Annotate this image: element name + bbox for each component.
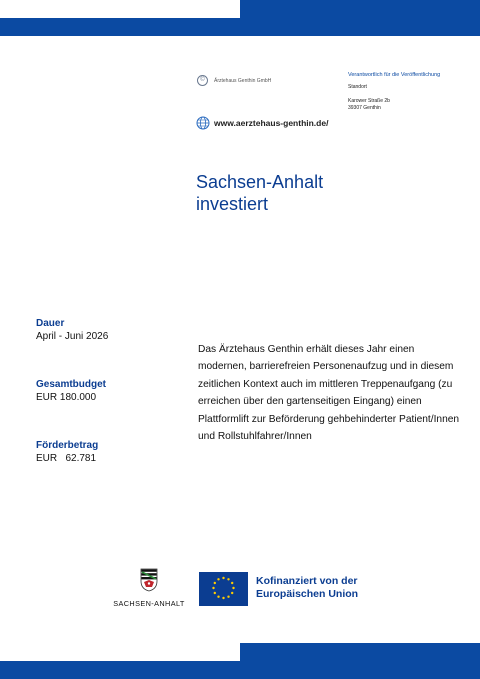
copyright-owner: Ärztehaus Genthin GmbH — [214, 77, 272, 84]
website-link[interactable]: www.aerztehaus-genthin.de/ — [214, 118, 329, 128]
field-total-budget — [36, 379, 186, 403]
project-description: Das Ärztehaus Genthin erhält dieses Jahr einen modernen, barrierefreien Personenaufzug und in diesem zeitlichen Kontext auch im mittleren Treppenaufgang (zu erreichen über den gartenseitigen Eingang) einen Plattformlift zur Beförderung gehbehinderter Patient/Innen und Rollstuhlfahrer/Innen — [198, 344, 460, 443]
copyright-row — [197, 75, 271, 86]
responsible-heading: Verantwortlich für die Veröffentlichung — [348, 72, 441, 78]
address-street: Karower Straße 2b — [348, 98, 390, 104]
responsible-block — [348, 72, 468, 112]
copyright-icon: © — [197, 75, 208, 86]
field-label: Gesamtbudget — [36, 379, 107, 390]
field-value: EUR 62.781 — [36, 453, 97, 464]
title-line-2: investiert — [196, 194, 269, 214]
field-value: EUR 180.000 — [36, 392, 97, 403]
page-title — [196, 171, 323, 215]
eu-cofinanced-text — [256, 575, 358, 601]
field-duration — [36, 318, 186, 342]
top-left-bar — [0, 18, 240, 36]
eu-flag-icon — [199, 572, 248, 606]
globe-icon — [196, 116, 210, 130]
website-row[interactable] — [196, 116, 328, 130]
top-right-bar — [240, 0, 480, 36]
sachsen-anhalt-logo — [112, 568, 186, 608]
coat-of-arms-icon — [139, 568, 159, 592]
location-label: Standort — [348, 84, 367, 90]
eu-line-2: Europäischen Union — [256, 588, 359, 600]
info-fields — [36, 318, 186, 501]
eu-line-1: Kofinanziert von der — [256, 575, 358, 587]
address — [348, 98, 468, 112]
address-city: 39307 Genthin — [348, 105, 381, 111]
field-value: April - Juni 2026 — [36, 331, 109, 342]
field-label: Förderbetrag — [36, 440, 99, 451]
field-label: Dauer — [36, 318, 65, 329]
bottom-right-bar — [240, 643, 480, 679]
title-line-1: Sachsen-Anhalt — [196, 172, 324, 192]
field-funding-amount — [36, 440, 186, 464]
bottom-left-bar — [0, 661, 240, 679]
sachsen-anhalt-label: SACHSEN-ANHALT — [113, 599, 185, 608]
